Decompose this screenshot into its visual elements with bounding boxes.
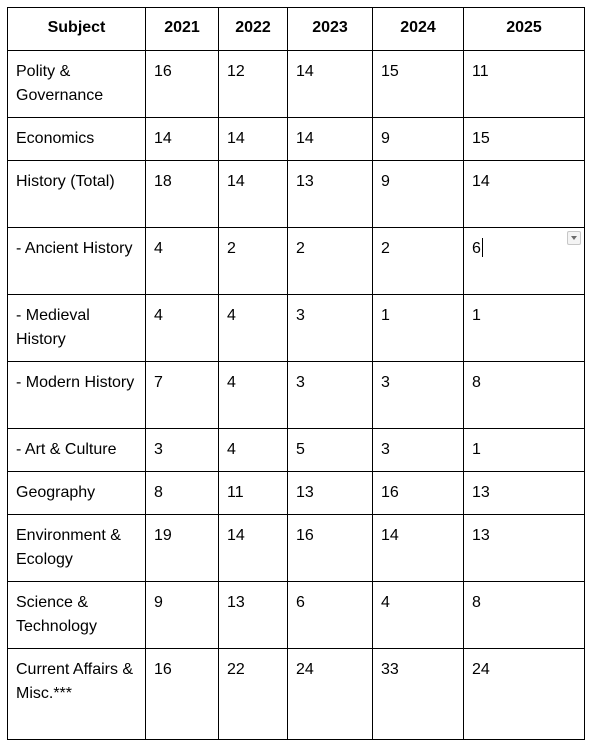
cell-value[interactable]: 12	[219, 51, 288, 118]
cell-value[interactable]: 8	[146, 472, 219, 515]
cell-value[interactable]: 16	[146, 51, 219, 118]
cell-value[interactable]: 13	[219, 582, 288, 649]
cell-value[interactable]: 24	[288, 649, 373, 740]
active-cell[interactable]	[464, 228, 585, 295]
cell-value[interactable]: 24	[464, 649, 585, 740]
cell-value[interactable]: 3	[373, 429, 464, 472]
cell-value[interactable]: 3	[288, 295, 373, 362]
table-row	[8, 515, 585, 582]
cell-value[interactable]: 2	[288, 228, 373, 295]
cell-subject[interactable]: History (Total)	[8, 161, 146, 228]
cell-value[interactable]: 14	[288, 51, 373, 118]
cell-subject[interactable]: Geography	[8, 472, 146, 515]
table-row	[8, 362, 585, 429]
cell-subject[interactable]: Current Affairs & Misc.***	[8, 649, 146, 740]
header-2023[interactable]: 2023	[288, 8, 373, 51]
cell-value[interactable]: 15	[464, 118, 585, 161]
cell-value[interactable]: 16	[146, 649, 219, 740]
cell-value[interactable]: 1	[373, 295, 464, 362]
cell-value[interactable]: 13	[464, 472, 585, 515]
header-subject[interactable]: Subject	[8, 8, 146, 51]
cell-value[interactable]: 4	[146, 228, 219, 295]
text-cursor	[482, 238, 483, 257]
header-row	[8, 8, 585, 51]
cell-value[interactable]: 2	[373, 228, 464, 295]
cell-value[interactable]: 14	[146, 118, 219, 161]
active-cell-value: 6	[472, 240, 481, 257]
cell-value[interactable]: 16	[373, 472, 464, 515]
cell-value[interactable]: 14	[373, 515, 464, 582]
table-row	[8, 429, 585, 472]
cell-value[interactable]: 9	[146, 582, 219, 649]
cell-value[interactable]: 16	[288, 515, 373, 582]
cell-value[interactable]: 14	[464, 161, 585, 228]
header-2025[interactable]: 2025	[464, 8, 585, 51]
cell-subject[interactable]: - Ancient History	[8, 228, 146, 295]
cell-value[interactable]: 18	[146, 161, 219, 228]
cell-value[interactable]: 11	[464, 51, 585, 118]
table-body	[8, 51, 585, 740]
cell-subject[interactable]: - Art & Culture	[8, 429, 146, 472]
cell-value[interactable]: 14	[219, 161, 288, 228]
cell-subject[interactable]: Science & Technology	[8, 582, 146, 649]
cell-value[interactable]: 8	[464, 362, 585, 429]
cell-subject[interactable]: Polity & Governance	[8, 51, 146, 118]
cell-value[interactable]: 3	[373, 362, 464, 429]
cell-value[interactable]: 15	[373, 51, 464, 118]
cell-value[interactable]: 14	[219, 515, 288, 582]
cell-value[interactable]: 33	[373, 649, 464, 740]
cell-value[interactable]: 13	[288, 161, 373, 228]
table-row	[8, 472, 585, 515]
table-row	[8, 228, 585, 295]
cell-value[interactable]: 3	[146, 429, 219, 472]
header-2022[interactable]: 2022	[219, 8, 288, 51]
cell-value[interactable]: 19	[146, 515, 219, 582]
cell-value[interactable]: 14	[288, 118, 373, 161]
cell-value[interactable]: 2	[219, 228, 288, 295]
table-row	[8, 649, 585, 740]
cell-value[interactable]: 3	[288, 362, 373, 429]
cell-value[interactable]: 6	[288, 582, 373, 649]
cell-value[interactable]: 13	[288, 472, 373, 515]
cell-value[interactable]: 4	[219, 429, 288, 472]
cell-value[interactable]: 9	[373, 161, 464, 228]
table-row	[8, 161, 585, 228]
table-row	[8, 295, 585, 362]
cell-subject[interactable]: - Modern History	[8, 362, 146, 429]
data-table	[7, 7, 585, 740]
cell-value[interactable]: 13	[464, 515, 585, 582]
cell-subject[interactable]: - Medieval History	[8, 295, 146, 362]
header-2021[interactable]: 2021	[146, 8, 219, 51]
cell-value[interactable]: 14	[219, 118, 288, 161]
cell-value[interactable]: 1	[464, 429, 585, 472]
cell-subject[interactable]: Economics	[8, 118, 146, 161]
cell-value[interactable]: 22	[219, 649, 288, 740]
cell-subject[interactable]: Environment & Ecology	[8, 515, 146, 582]
table-row	[8, 51, 585, 118]
chevron-down-icon[interactable]	[567, 231, 581, 245]
header-2024[interactable]: 2024	[373, 8, 464, 51]
cell-value[interactable]: 5	[288, 429, 373, 472]
cell-value[interactable]: 8	[464, 582, 585, 649]
cell-value[interactable]: 4	[373, 582, 464, 649]
table-row	[8, 118, 585, 161]
cell-value[interactable]: 1	[464, 295, 585, 362]
cell-value[interactable]: 7	[146, 362, 219, 429]
cell-value[interactable]: 9	[373, 118, 464, 161]
cell-value[interactable]: 4	[219, 362, 288, 429]
table-row	[8, 582, 585, 649]
cell-value[interactable]: 11	[219, 472, 288, 515]
cell-value[interactable]: 4	[146, 295, 219, 362]
cell-value[interactable]: 4	[219, 295, 288, 362]
